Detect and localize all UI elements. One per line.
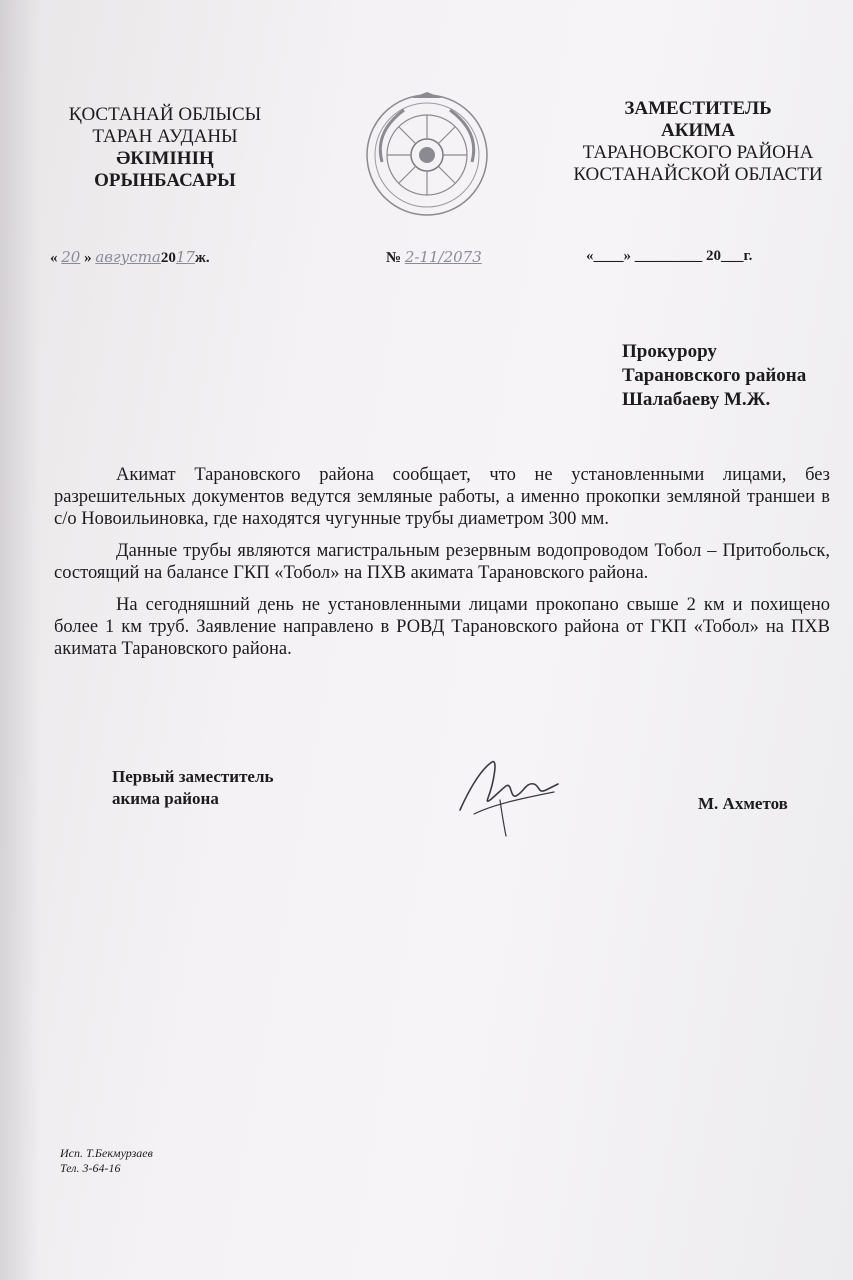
date-right: «____» _________ 20___г. (586, 248, 753, 264)
body-paragraph-1: Акимат Тарановского района сообщает, что не установленными лицами, без разрешительных документов ведутся земляные работы, а именно прокопки земляной траншеи в с/о Новоильиновка, где находятся чугунные трубы диаметром 300 мм. (54, 465, 830, 529)
addressee-line2: Тарановского района (622, 365, 807, 386)
header-russian-line3: ТАРАНОВСКОГО РАЙОНА (582, 142, 814, 163)
executor-name: Исп. Т.Бекмурзаев (60, 1146, 153, 1160)
handwritten-signature-icon (454, 752, 564, 842)
signatory-title (112, 766, 274, 810)
header-kazakh-line4: ОРЫНБАСАРЫ (94, 170, 236, 191)
header-russian-line2: АКИМА (661, 120, 735, 141)
header-russian-line4: КОСТАНАЙСКОЙ ОБЛАСТИ (573, 164, 823, 185)
executor-footer (60, 1146, 153, 1176)
number-prefix: № (386, 250, 402, 266)
header-kazakh-line1: ҚОСТАНАЙ ОБЛЫСЫ (68, 104, 262, 125)
body-paragraph-3: На сегодняшний день не установленными лицами прокопано свыше 2 км и похищено более 1 км труб. Заявление направлено в РОВД Тарановского района от ГКП «Тобол» на ПХВ акимата Тарановского района. (54, 595, 830, 659)
date-year: 17 (175, 248, 195, 266)
date-left (50, 248, 210, 267)
date-year-prefix: 20 (160, 250, 176, 266)
date-month: августа (95, 248, 161, 266)
signatory-title-line2: акима района (112, 789, 219, 808)
header-kazakh-line2: ТАРАН АУДАНЫ (92, 126, 238, 147)
addressee-block (622, 340, 806, 412)
addressee-line1: Прокурору (622, 341, 717, 362)
number-value: 2-11/2073 (404, 248, 482, 266)
date-suffix: ж. (194, 250, 210, 266)
signatory-title-line1: Первый заместитель (112, 767, 274, 786)
document-number (386, 248, 482, 267)
header-kazakh-line3: ӘКІМІНІҢ (116, 148, 214, 169)
letter-body (54, 464, 830, 670)
signatory-name: М. Ахметов (698, 794, 788, 813)
body-paragraph-2: Данные трубы являются магистральным резервным водопроводом Тобол – Притобольск, состоящий на балансе ГКП «Тобол» на ПХВ акимата Тарановского района. (54, 541, 830, 583)
date-close-quote: » (84, 250, 92, 266)
header-russian (548, 98, 848, 186)
addressee-line3: Шалабаеву М.Ж. (622, 389, 771, 410)
header-kazakh (50, 104, 280, 192)
date-open-quote: « (50, 250, 58, 266)
date-day: 20 (61, 248, 81, 266)
executor-phone: Тел. 3-64-16 (60, 1161, 121, 1175)
state-emblem-icon (364, 92, 490, 218)
paper-shadow (0, 0, 40, 1280)
header-russian-line1: ЗАМЕСТИТЕЛЬ (624, 98, 772, 119)
